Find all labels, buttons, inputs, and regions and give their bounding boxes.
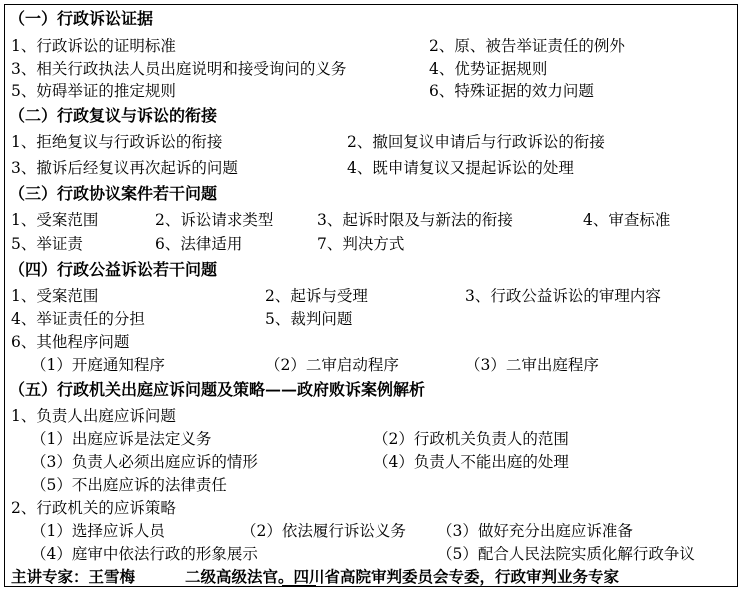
s3-item-6: 6、法律适用: [155, 235, 243, 253]
s5-item1-sub-1: （1）出庭应诉是法定义务: [31, 430, 212, 448]
s1-item-5: 5、妨碍举证的推定规则: [11, 82, 176, 100]
s5-item2-sub-5: （5）配合人民法院实质化解行政争议: [437, 545, 695, 563]
s4-sub-3: （3）二审出庭程序: [465, 356, 599, 374]
s4-sub-1: （1）开庭通知程序: [31, 356, 165, 374]
s5-item1-sub-3: （3）负责人必须出庭应诉的情形: [31, 453, 258, 471]
lecturer-label: 主讲专家：王雪梅: [11, 567, 136, 586]
s4-item-6: 6、其他程序问题: [11, 333, 130, 351]
section-1-title: （一）行政诉讼证据: [9, 9, 154, 28]
s3-item-3: 3、起诉时限及与新法的衔接: [317, 211, 513, 229]
s1-item-2: 2、原、被告举证责任的例外: [429, 37, 625, 55]
s5-item-2: 2、行政机关的应诉策略: [11, 499, 176, 517]
s4-sub-2: （2）二审启动程序: [265, 356, 399, 374]
s4-item-3: 3、行政公益诉讼的审理内容: [465, 287, 661, 305]
section-4-title: （四）行政公益诉讼若干问题: [9, 260, 218, 279]
lecturer-description: 二级高级法官。四川省高院审判委员会专委，行政审判业务专家: [185, 567, 620, 586]
s5-item1-sub-2: （2）行政机关负责人的范围: [373, 430, 569, 448]
s4-item-4: 4、举证责任的分担: [11, 310, 145, 328]
s1-item-6: 6、特殊证据的效力问题: [429, 82, 594, 100]
s4-item-2: 2、起诉与受理: [265, 287, 368, 305]
s4-item-1: 1、受案范围: [11, 287, 99, 305]
s2-item-1: 1、拒绝复议与行政诉讼的衔接: [11, 133, 223, 151]
s2-item-3: 3、撤诉后经复议再次起诉的问题: [11, 159, 238, 177]
s5-item2-sub-2: （2）依法履行诉讼义务: [241, 522, 406, 540]
s2-item-4: 4、既申请复议又提起诉讼的处理: [347, 159, 574, 177]
s1-item-4: 4、优势证据规则: [429, 60, 548, 78]
s2-item-2: 2、撤回复议申请后与行政诉讼的衔接: [347, 133, 605, 151]
s5-item2-sub-3: （3）做好充分出庭应诉准备: [437, 522, 633, 540]
s5-item-1: 1、负责人出庭应诉问题: [11, 407, 176, 425]
s5-item2-sub-4: （4）庭审中依法行政的形象展示: [31, 545, 258, 563]
s5-item2-sub-1: （1）选择应诉人员: [31, 522, 165, 540]
section-5-title: （五）行政机关出庭应诉问题及策略——政府败诉案例解析: [9, 380, 426, 399]
section-3-title: （三）行政协议案件若干问题: [9, 184, 218, 203]
s3-item-7: 7、判决方式: [317, 235, 405, 253]
s1-item-3: 3、相关行政执法人员出庭说明和接受询问的义务: [11, 60, 347, 78]
s4-item-5: 5、裁判问题: [265, 310, 353, 328]
bottom-divider: [282, 585, 316, 586]
s3-item-5: 5、举证责: [11, 235, 83, 253]
s3-item-2: 2、诉讼请求类型: [155, 211, 274, 229]
s3-item-1: 1、受案范围: [11, 211, 99, 229]
s5-item1-sub-4: （4）负责人不能出庭的处理: [373, 453, 569, 471]
course-outline-table: [4, 4, 738, 587]
s1-item-1: 1、行政诉讼的证明标准: [11, 37, 176, 55]
section-2-title: （二）行政复议与诉讼的衔接: [9, 106, 218, 125]
s3-item-4: 4、审查标准: [583, 211, 671, 229]
s5-item1-sub-5: （5）不出庭应诉的法律责任: [31, 476, 227, 494]
